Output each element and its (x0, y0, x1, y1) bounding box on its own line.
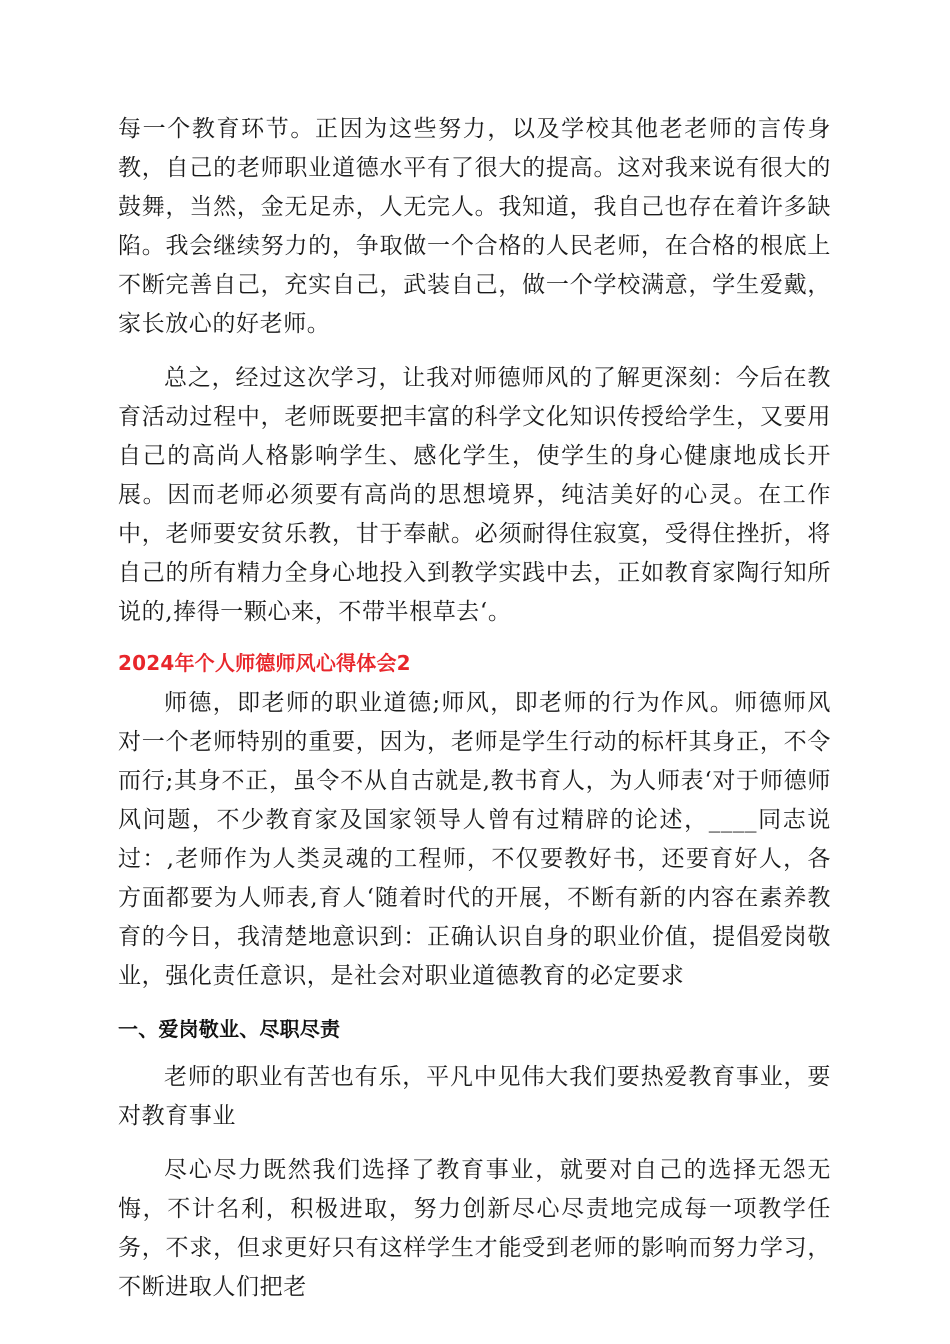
paragraph-section-intro: 师德，即老师的职业道德;师风，即老师的行为作风。师德师风对一个老师特别的重要，因为，老师是学生行动的标杆其身正，不令而行;其身不正，虽令不从自古就是,教书育人，为人师表‘对于师德师风问题，不少教育家及国家领导人曾有过精辟的论述，____同志说过：,老师作为人类灵魂的工程师，不仅要教好书，还要育好人，各方面都要为人师表,育人‘随着时代的开展，不断有新的内容在素养教育的今日，我清楚地意识到：正确认识自身的职业价值，提倡爱岗敬业，强化责任意识，是社会对职业道德教育的必定要求 (118, 690, 831, 989)
document-page (118, 110, 831, 1307)
section-title: 2024年个人师德师风心得体会2 (118, 651, 411, 675)
subheading: 一、爱岗敬业、尽职尽责 (118, 1017, 341, 1041)
paragraph-sub-2: 尽心尽力既然我们选择了教育事业，就要对自己的选择无怨无悔，不计名利，积极进取，努力创新尽心尽责地完成每一项教学任务，不求，但求更好只有这样学生才能受到老师的影响而努力学习，不断进取人们把老 (118, 1157, 831, 1300)
paragraph-summary: 总之，经过这次学习，让我对师德师风的了解更深刻：今后在教育活动过程中，老师既要把丰富的科学文化知识传授给学生，又要用自己的高尚人格影响学生、感化学生，使学生的身心健康地成长开展。因而老师必须要有高尚的思想境界，纯洁美好的心灵。在工作中，老师要安贫乐教，甘于奉献。必须耐得住寂寞，受得住挫折，将自己的所有精力全身心地投入到教学实践中去，正如教育家陶行知所说的,捧得一颗心来，不带半根草去‘。 (118, 365, 831, 625)
paragraph-continuation: 每一个教育环节。正因为这些努力，以及学校其他老老师的言传身教，自己的老师职业道德水平有了很大的提高。这对我来说有很大的鼓舞，当然，金无足赤，人无完人。我知道，我自己也存在着许多缺陷。我会继续努力的，争取做一个合格的人民老师，在合格的根底上不断完善自己，充实自己，武装自己，做一个学校满意，学生爱戴，家长放心的好老师。 (118, 116, 831, 337)
paragraph-sub-1: 老师的职业有苦也有乐，平凡中见伟大我们要热爱教育事业，要对教育事业 (118, 1064, 831, 1129)
